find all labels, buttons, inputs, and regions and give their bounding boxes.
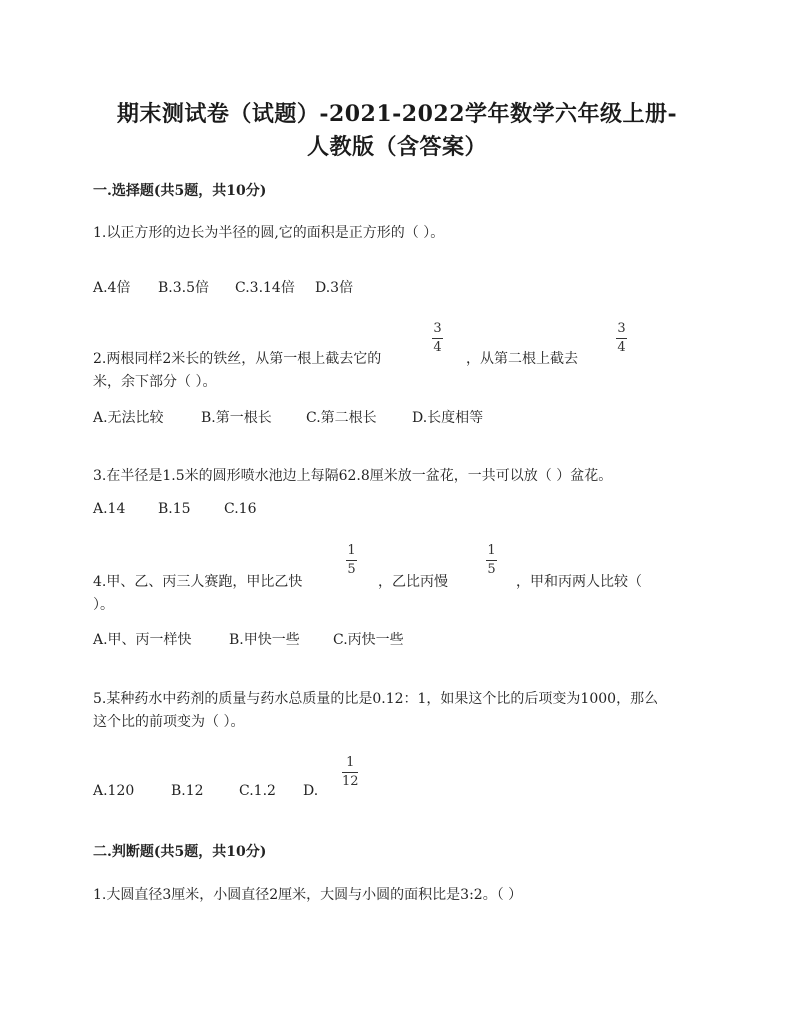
q5-fraction-den: 12 [342,774,359,789]
q5-option-b: B.12 [171,783,204,799]
q2-option-c: C.第二根长 [306,410,377,426]
q1-option-c: C.3.14倍 [235,280,295,296]
fraction-bar [346,560,357,561]
q4-text-b: ，乙比丙慢 [378,574,448,590]
q3-options [93,501,256,517]
doc-title-line2: 人教版（含答案） [306,134,487,160]
q2-option-a: A.无法比较 [93,410,164,426]
fraction-bar [432,338,443,339]
fraction-bar [616,338,627,339]
q2-fraction-1-den: 4 [433,340,442,355]
q4-text-d: ）。 [93,597,114,613]
q5-options [93,783,318,799]
q2-text-c: 米，余下部分（ ）。 [93,374,217,390]
q4-text-c: ，甲和丙两人比较（ [516,574,642,590]
section1-heading: 一.选择题(共5题，共10分) [93,183,267,199]
q5-fraction [342,756,359,789]
q1-option-a: A.4倍 [93,280,131,296]
q2-option-d: D.长度相等 [412,410,484,426]
q3-option-a: A.14 [93,501,126,517]
q4-text-a: 4.甲、乙、丙三人赛跑，甲比乙快 [93,574,303,590]
q2-fraction-2 [616,322,627,355]
q2-fraction-2-num: 3 [617,321,626,336]
q4-options [93,629,404,649]
q2-options [93,407,483,427]
q5-text-a: 5.某种药水中药剂的质量与药水总质量的比是0.12：1，如果这个比的后项变为1000，那么 [93,691,659,707]
q2-fraction-2-den: 4 [617,340,626,355]
q2-fraction-1 [432,322,443,355]
q3-option-b: B.15 [158,501,191,517]
q2-fraction-1-num: 3 [433,321,442,336]
q1-option-d: D.3倍 [315,280,354,296]
q3-option-c: C.16 [224,501,257,517]
q1-text: 1.以正方形的边长为半径的圆,它的面积是正方形的（ ）。 [93,225,445,241]
q5-option-a: A.120 [93,783,135,799]
q4-fraction-1 [346,544,357,577]
q4-fraction-2-num: 1 [487,543,496,558]
fraction-bar [342,772,358,773]
section2-heading: 二.判断题(共5题，共10分) [93,844,267,860]
q1-option-b: B.3.5倍 [158,280,210,296]
doc-title-line1: 期末测试卷（试题）-2021-2022学年数学六年级上册- [116,101,678,127]
q4-fraction-1-den: 5 [347,562,356,577]
q2-text-a: 2.两根同样2米长的铁丝，从第一根上截去它的 [93,351,382,367]
q4-fraction-1-num: 1 [347,543,356,558]
q3-text: 3.在半径是1.5米的圆形喷水池边上每隔62.8厘米放一盆花，一共可以放（ ）盆花。 [93,468,613,484]
q5-option-d: D. [303,783,319,799]
q4-option-a: A.甲、丙一样快 [93,632,192,648]
q4-fraction-2-den: 5 [487,562,496,577]
q4-fraction-2 [486,544,497,577]
q2-text-b: ，从第二根上截去 [466,351,578,367]
q1-options [93,277,353,297]
q2-option-b: B.第一根长 [201,410,272,426]
fraction-bar [486,560,497,561]
s2-q1-text: 1.大圆直径3厘米，小圆直径2厘米，大圆与小圆的面积比是3:2。（ ） [93,887,523,903]
q4-option-c: C.丙快一些 [333,632,404,648]
q4-option-b: B.甲快一些 [229,632,300,648]
q5-option-c: C.1.2 [239,783,276,799]
q5-text-b: 这个比的前项变为（ ）。 [93,714,245,730]
q5-fraction-num: 1 [346,755,355,770]
